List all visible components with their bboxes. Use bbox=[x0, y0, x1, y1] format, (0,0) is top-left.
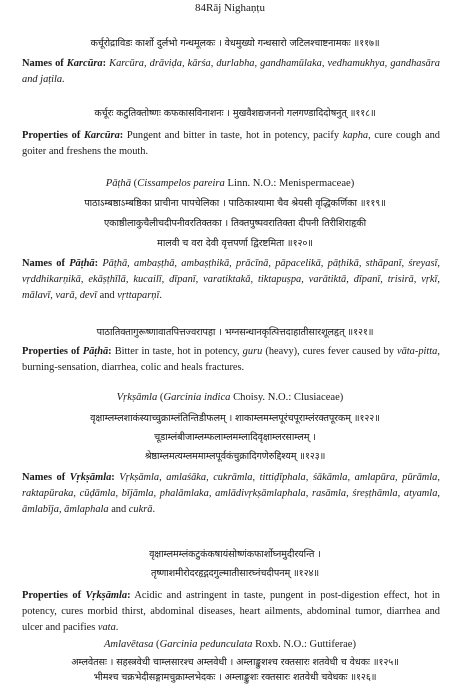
page-header bbox=[0, 2, 460, 14]
props-patha-paragraph: Properties of Pāṭhā: Bitter in taste, hot in potency, guru (heavy), cures fever caused by vāta-pitta, burning-sensation, diarrhea, colic and heals fractures. bbox=[22, 346, 440, 373]
title-vrksamla: Vṛkṣāmla (Garcinia indica Choisy. N.O.: Clusiaceae) bbox=[116, 392, 344, 403]
verse-124a: वृक्षाम्लमम्लंकटुकंकषायंसोष्णंकफार्शोघ्नमुदीरयन्ति । bbox=[149, 549, 321, 560]
props-vrksamla-paragraph: Properties of Vṛkṣāmla: Acidic and astringent in taste, pungent in post-digestion effect, hot in potency, cures morbid thirst, abdominal diseases, heart ailments, abdominal tumor, diarrhea and ulcer and pacifies vata. bbox=[22, 590, 440, 633]
verse-124b: तृष्णाशमीरोदरहृद्गदगुल्मातीसारघ्नंचदीपनम् ॥१२४॥ bbox=[151, 568, 319, 579]
verse-119a: पाठाऽम्बष्ठाऽम्बष्ठिका प्राचीना पापचेलिका । पाठिकाश्यामा चैव श्रेयसी वृद्धिकर्णिका ॥११९॥ bbox=[84, 198, 386, 209]
verse-121: पाठातिक्तागुरूष्णावातपित्तज्वरापहा । भग्नसन्धानकृत्पित्तदाहातीसारशूलहृत् ॥१२१॥ bbox=[96, 327, 374, 338]
verse-120: मालवी च वरा देवी वृत्तपर्णा द्विरष्टमिता ॥१२०॥ bbox=[157, 238, 313, 249]
names-vrksamla-paragraph: Names of Vṛkṣāmla: Vṛkṣāmla, amlaśāka, cukrāmla, tittiḍīphala, śākāmla, amlapūra, pūrāmla, raktapūraka, cūḍāmla, bījāmla, phalāmlaka, amlādivṛkṣāmlaphala, rasāmla, śreṣṭhāmla, atyamla, āmlabīja, āmlaphala and cukrā. bbox=[22, 472, 440, 515]
verse-123: श्रेष्ठाम्लमत्यम्लममाम्लपूर्वकंचुक्रादिगणेरुद्दिश्यम् ॥१२३॥ bbox=[144, 451, 326, 462]
running-title: Rāj Nighaṇṭu bbox=[206, 2, 265, 14]
names-karcura-paragraph bbox=[22, 56, 440, 88]
verse-117: कर्चूरोद्राविडः कार्शो दुर्लभो गन्धमूलकः । वेधमुख्यो गन्धसारो जटिलश्चाष्टनामकः ॥११७॥ bbox=[90, 38, 380, 49]
title-patha: Pāṭhā (Cissampelos pareira Linn. N.O.: Menispermaceae) bbox=[105, 178, 355, 189]
verse-118: कर्चूरः कटुतिक्तोष्णः कफकासविनाशनः । मुखवैशद्यजननो गलगण्डादिदोषनुत् ॥११८॥ bbox=[94, 108, 376, 119]
props-karcura-paragraph: Properties of Karcūra: Pungent and bitter in taste, hot in potency, pacify kapha, cure cough and goiter and freshens the mouth. bbox=[22, 130, 441, 157]
verse-119b: एकाष्ठीलाकुचैलीचदीपनीवरतिक्तका । तिक्तपुष्पवरातिक्ता दीपनी तिरीशिराहृकी bbox=[103, 218, 367, 229]
verse-122a: वृक्षाम्लम्लशाकंस्याच्चुक्राम्लंतिन्तिडीफलम् । शाकाम्लमम्लपूरंचपूराम्लंरक्तपूरकम् ॥१२२॥ bbox=[90, 413, 380, 424]
verse-126: भीमश्च चक्रभेदीसङ्गामचुक्राम्लभेदकः । अम्लाङ्कुशः रक्तसारः शतवेधी चवेधकः ॥१२६॥ bbox=[93, 672, 377, 683]
names-patha-paragraph: Names of Pāṭhā: Pāṭhā, ambaṣṭhā, ambaṣṭhikā, prācīnā, pāpacelikā, pāṭhikā, sthāpanī, śreyasī, vṛddhikarṇikā, ekāṣṭhīlā, kucailī, dīpanī, varatiktakā, tiktapuṣpa, varātiktā, dīpanī, trisirā, vṛkī, mālavī, varā, devī and vṛttaparṇī. bbox=[22, 258, 440, 301]
verse-125: अम्लवेतसः । सहस्त्रवेधी चाम्लसारश्च अम्लवेधी । अम्लाङ्कुशश्च रक्तसारः शतवेधी च वेधकः ॥१२५॥ bbox=[71, 657, 399, 668]
verse-122b: चूडाम्लंबीजाम्लम्फलाम्लमम्लादिवृक्षाम्लरसाम्लम् । bbox=[154, 432, 316, 443]
title-amlavetasa: Amlavētasa (Garcinia pedunculata Roxb. N.O.: Guttiferae) bbox=[103, 639, 357, 650]
names-karcura-list: Karcūra, drāviḍa, kārśa, durlabha, gandhamūlaka, vedhamukhya, gandhasāra and jaṭila. bbox=[22, 58, 440, 85]
page-number: 84 bbox=[195, 2, 207, 14]
names-karcura-label: Names of Karcūra: bbox=[22, 58, 107, 69]
